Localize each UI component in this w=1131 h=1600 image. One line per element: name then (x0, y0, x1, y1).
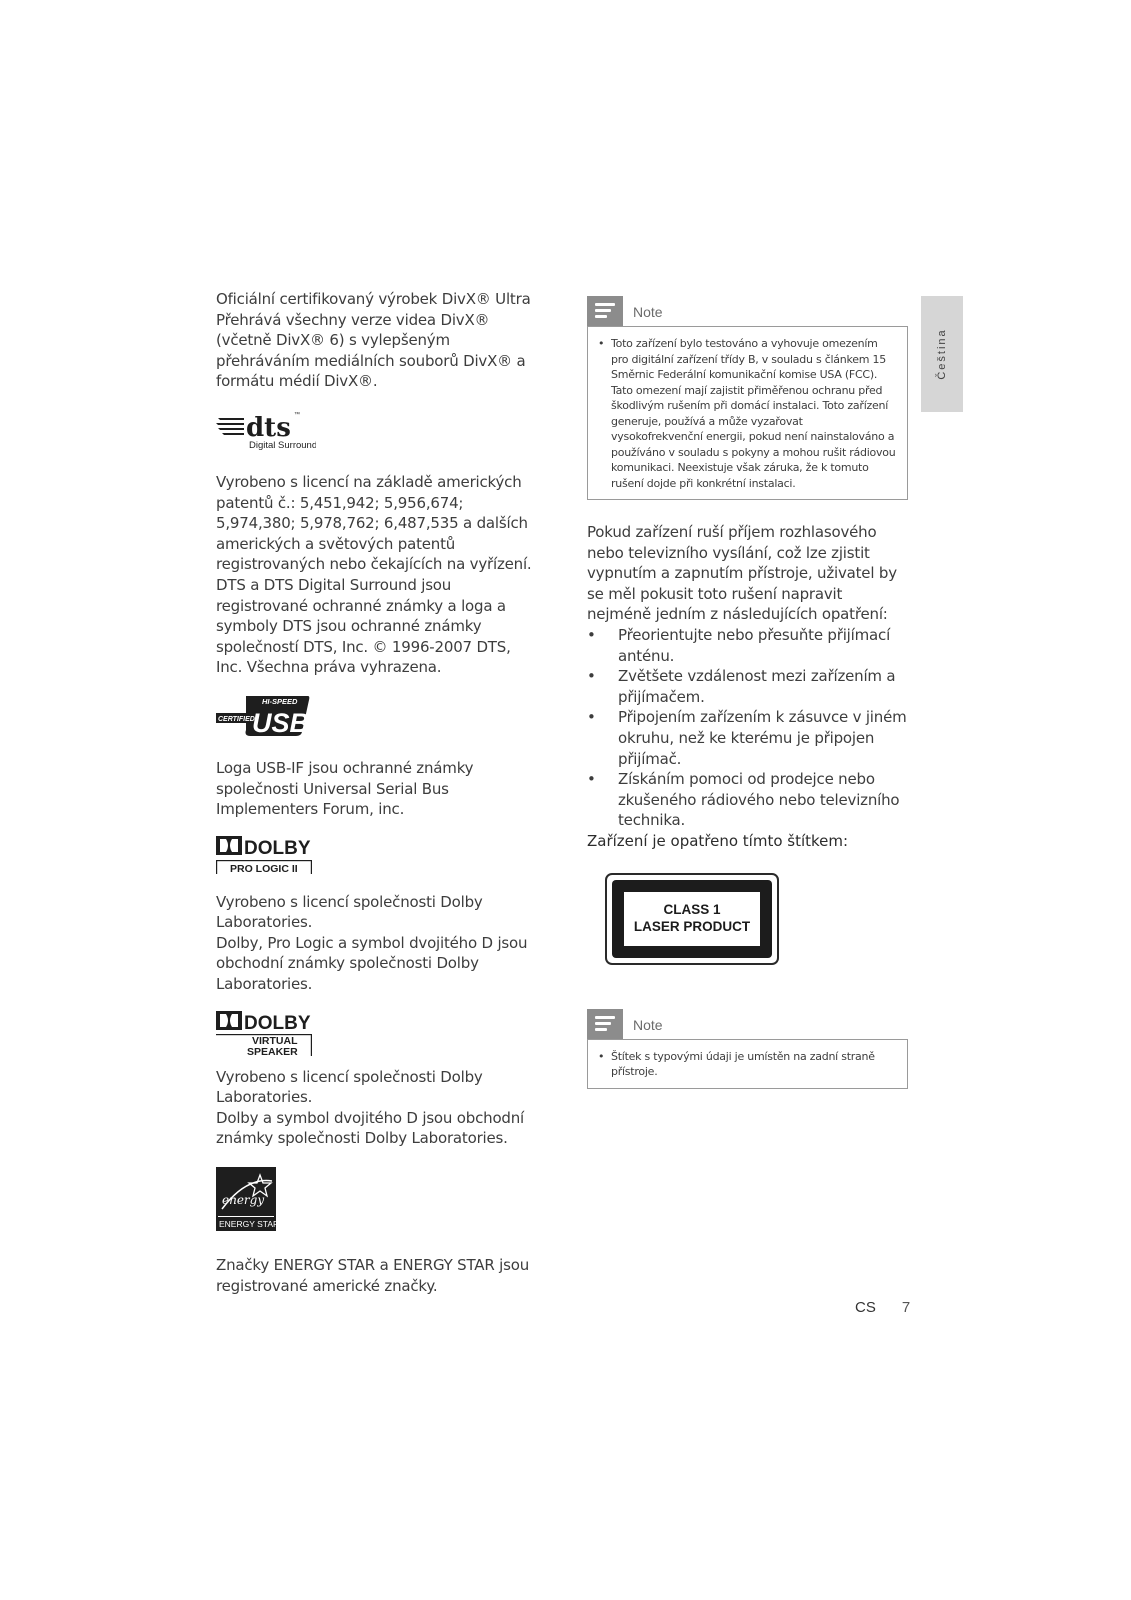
page-number: 7 (901, 1299, 911, 1316)
right-column (587, 296, 908, 1089)
dts-tm: ™ (294, 411, 300, 418)
list-item: • Přeorientujte nebo přesuňte přijímací anténu. (587, 625, 908, 666)
divx-text: Oficiální certifikovaný výrobek DivX® Ultra Přehrává všechny verze videa DivX® (včetně DivX® 6) s vylepšeným přehráváním mediálních souborů DivX® a formátu médií DivX®. (216, 290, 531, 391)
page-footer (855, 1299, 910, 1316)
dolby1-text-b: Dolby, Pro Logic a symbol dvojitého D jsou obchodní známky společnosti Dolby Laboratories. (216, 933, 528, 994)
usb-logo-graphic (216, 692, 310, 740)
note-label (587, 1009, 908, 1089)
energy-label: ENERGY STAR (219, 1219, 276, 1230)
dts-sub: Digital Surround (249, 439, 316, 450)
dolby1-text-a: Vyrobeno s licencí společnosti Dolby Laboratories. (216, 892, 483, 932)
note-label-title: Note (633, 1016, 663, 1033)
laser-line-2: LASER PRODUCT (633, 918, 751, 934)
laser-label-panel (624, 892, 760, 946)
energy-script: energy (222, 1193, 265, 1208)
laser-label (605, 873, 779, 965)
note-fcc-item: • Toto zařízení bylo testováno a vyhovuje omezením pro digitální zařízení třídy B, v souladu s článkem 15 Směrnic Federální komunikační komise USA (FCC). Tato omezení mají zajistit přiměřenou ochranu před škodlivým rušením při domácí instalaci. Toto zařízení generuje, používá a může vyzařovat vysokofrekvenční energii, pokud není nainstalováno a používáno v souladu s pokyny a mohou rušit rádiovou komunikaci. Neexistuje však záruka, že k tomuto rušení dojde při konkrétní instalaci. (598, 336, 897, 491)
note-icon (587, 1009, 623, 1039)
language-tab (921, 296, 963, 412)
laser-line-1: CLASS 1 (663, 901, 721, 917)
note-fcc-title: Note (633, 304, 663, 320)
dolby-virtual-logo (216, 1009, 314, 1057)
dolby-word-1: DOLBY (244, 837, 311, 859)
list-item: • Zvětšete vzdálenost mezi zařízením a přijímačem. (587, 666, 908, 707)
dts-word: dts (246, 412, 291, 443)
left-column (216, 289, 534, 1296)
usb-word: USB (252, 707, 310, 738)
note-label-item: • Štítek s typovými údaji je umístěn na zadní straně přístroje. (598, 1049, 897, 1080)
dts-text: Vyrobeno s licencí na základě amerických patentů č.: 5,451,942; 5,956,674; 5,974,380; 5,978,762; 6,487,535 a dalších amerických a světových patentů registrovaných nebo čekajících na vyřízení. DTS a DTS Digital Surround jsou registrované ochranné známky a loga a symboly DTS jsou ochranné známky společností DTS, Inc. © 1996-2007 DTS, Inc. Všechna práva vyhrazena. (216, 472, 532, 677)
list-item: • Získáním pomoci od prodejce nebo zkušeného rádiového nebo televizního technika. (587, 769, 908, 831)
energy-text: Značky ENERGY STAR a ENERGY STAR jsou registrované americké značky. (216, 1256, 529, 1295)
dolby-virtual-sub1: VIRTUAL (252, 1034, 298, 1047)
dts-logo-graphic (216, 406, 316, 450)
note-label-box (587, 1039, 908, 1089)
dolby2-text-a: Vyrobeno s licencí společnosti Dolby Laboratories. (216, 1067, 483, 1107)
usb-certified: CERTIFIED (218, 715, 255, 723)
energy-star-graphic (216, 1167, 276, 1231)
energy-star-logo (216, 1167, 276, 1231)
dolby-word-2: DOLBY (244, 1012, 311, 1034)
dolby2-text-b: Dolby a symbol dvojitého D jsou obchodní známky společnosti Dolby Laboratories. (216, 1108, 525, 1148)
label-line: Zařízení je opatřeno tímto štítkem: (587, 831, 849, 850)
note-icon (587, 296, 623, 326)
note-fcc (587, 296, 908, 500)
usb-text: Loga USB-IF jsou ochranné známky společnosti Universal Serial Bus Implementers Forum, inc. (216, 758, 474, 819)
dolby-virtual-graphic (216, 1009, 314, 1057)
dolby-prologic-graphic (216, 834, 314, 878)
note-label-header (587, 1009, 908, 1039)
dolby-prologic-sub: PRO LOGIC II (230, 862, 298, 875)
footer-lang: CS (855, 1299, 876, 1316)
dts-logo (216, 406, 316, 450)
language-tab-label: Čeština (936, 328, 948, 380)
note-fcc-box (587, 326, 908, 500)
interference-bullets (587, 625, 908, 831)
interference-intro: Pokud zařízení ruší příjem rozhlasového nebo televizního vysílání, což lze zjistit vypnutím a zapnutím přístroje, uživatel by se měl pokusit toto rušení napravit nejméně jedním z následujících opatření: (587, 523, 897, 624)
list-item: • Připojením zařízením k zásuvce v jiném okruhu, než ke kterému je připojen přijímač. (587, 707, 908, 769)
note-fcc-header (587, 296, 908, 326)
usb-logo (216, 692, 310, 740)
usb-hispeed: HI-SPEED (262, 696, 298, 706)
dolby-virtual-sub2: SPEAKER (247, 1045, 298, 1057)
dolby-prologic-logo (216, 834, 314, 878)
